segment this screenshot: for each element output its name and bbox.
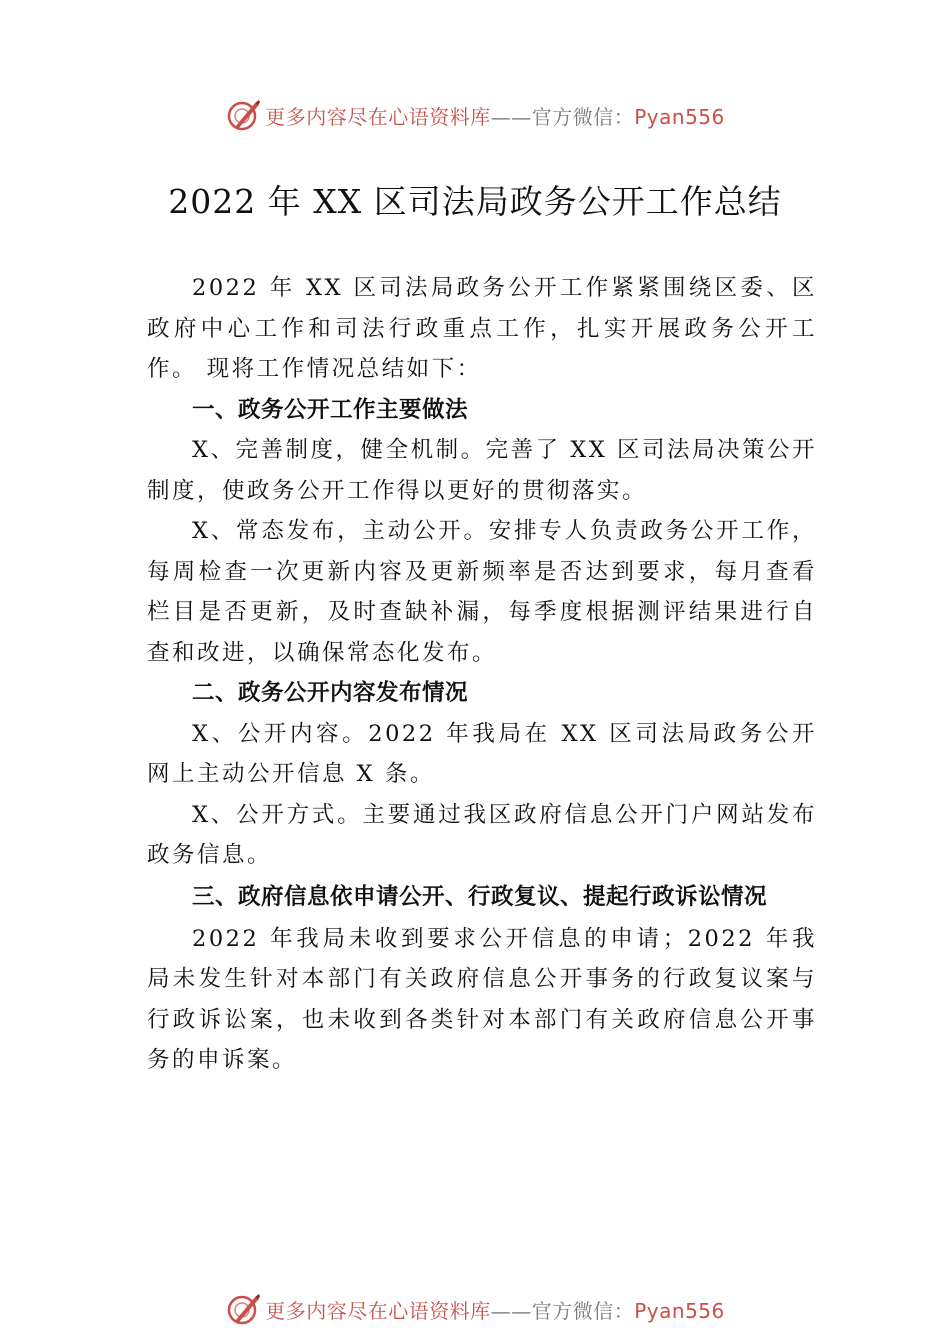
header-watermark [0,95,950,135]
document-body [147,268,817,1081]
intro-paragraph: 2022 年 XX 区司法局政务公开工作紧紧围绕区委、区政府中心工作和司法行政重点工作，扎实开展政务公开工作。 现将工作情况总结如下： [147,275,817,382]
footer-watermark [0,1289,950,1329]
watermark-separator: —— [490,104,532,129]
watermark-separator: —— [490,1298,532,1323]
watermark-wechat-label: 官方微信： [531,1298,635,1323]
quill-logo-icon [225,97,261,133]
document-title: 2022 年 XX 区司法局政务公开工作总结 [168,182,782,221]
watermark-site-text: 更多内容尽在心语资料库 [265,104,491,129]
watermark-wechat-label: 官方微信： [531,104,635,129]
watermark-text [265,1295,725,1324]
watermark-account: Pyan556 [634,1298,725,1323]
body-paragraph: X、完善制度，健全机制。完善了 XX 区司法局决策公开制度，使政务公开工作得以更好的贯彻落实。 [147,437,817,504]
section-heading: 一、政务公开工作主要做法 [192,396,469,423]
section-heading: 三、政府信息依申请公开、行政复议、提起行政诉讼情况 [192,883,768,910]
watermark-account: Pyan556 [634,104,725,129]
watermark-site-text: 更多内容尽在心语资料库 [265,1298,491,1323]
quill-logo-icon [225,1291,261,1327]
body-paragraph: 2022 年我局未收到要求公开信息的申请；2022 年我局未发生针对本部门有关政府信息公开事务的行政复议案与行政诉讼案，也未收到各类针对本部门有关政府信息公开事务的申诉案。 [147,925,817,1073]
section-heading: 二、政务公开内容发布情况 [192,680,469,706]
body-paragraph: X、公开方式。主要通过我区政府信息公开门户网站发布政务信息。 [147,801,817,868]
body-paragraph: X、公开内容。2022 年我局在 XX 区司法局政务公开网上主动公开信息 X 条。 [147,720,817,787]
body-paragraph: X、常态发布，主动公开。安排专人负责政务公开工作，每周检查一次更新内容及更新频率是否达到要求，每月查看栏目是否更新，及时查缺补漏，每季度根据测评结果进行自查和改进，以确保常态化发布。 [147,518,817,666]
watermark-text [265,101,725,130]
